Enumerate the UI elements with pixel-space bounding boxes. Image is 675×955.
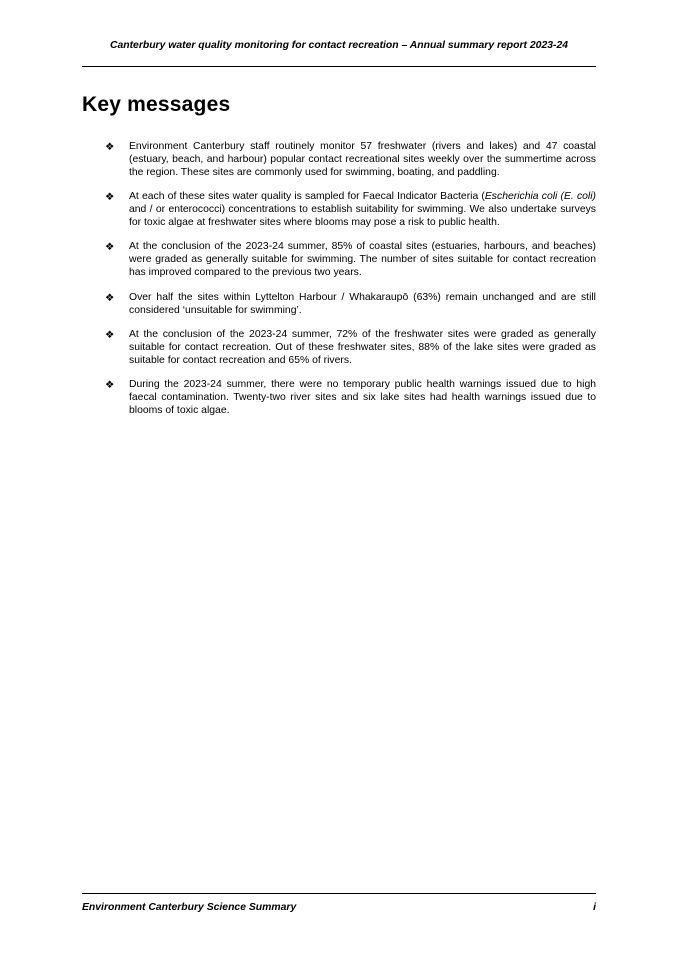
diamond-bullet-icon: ❖ [105, 328, 115, 341]
key-message-text: Over half the sites within Lyttelton Harbour / Whakaraupō (63%) remain unchanged and are still considered ‘unsuitable for swimming’. [129, 291, 596, 316]
diamond-bullet-icon: ❖ [105, 379, 115, 392]
key-messages-list [82, 141, 596, 429]
key-message-text-part: At each of these sites water quality is sampled for Faecal Indicator Bacteria ( [129, 191, 485, 203]
key-message-5 [82, 329, 596, 368]
key-message-text: Environment Canterbury staff routinely monitor 57 freshwater (rivers and lakes) and 47 coastal (estuary, beach, and harbour) popular contact recreational sites weekly over the summertime across the region. These sites are commonly used for swimming, boating, and paddling. [129, 141, 596, 178]
species-name: Escherichia coli (E. coli) [484, 191, 596, 203]
key-message-text [129, 191, 596, 230]
diamond-bullet-icon: ❖ [105, 241, 115, 254]
key-message-3 [82, 241, 596, 280]
page-footer [82, 893, 596, 913]
header-title: Canterbury water quality monitoring for contact recreation – Annual summary report 2023-24 [109, 40, 569, 51]
key-message-text: During the 2023-24 summer, there were no temporary public health warnings issued due to high faecal contamination. Twenty-two river sites and six lake sites had health warnings issued due to blooms of toxic algae. [129, 379, 596, 416]
key-message-1 [82, 141, 596, 180]
key-message-4 [82, 292, 596, 318]
page-number: i [593, 902, 596, 913]
key-message-text-part: and / or enterococci) concentrations to establish suitability for swimming. We also undertake surveys for toxic algae at freshwater sites where blooms may pose a risk to public health. [129, 204, 596, 229]
key-message-6 [82, 379, 596, 418]
section-title: Key messages [82, 93, 231, 116]
diamond-bullet-icon: ❖ [105, 291, 115, 304]
key-message-2 [82, 191, 596, 230]
footer-title: Environment Canterbury Science Summary [82, 902, 297, 913]
diamond-bullet-icon: ❖ [105, 141, 115, 153]
key-message-text: At the conclusion of the 2023-24 summer, 85% of coastal sites (estuaries, harbours, and beaches) were graded as generally suitable for swimming. The number of sites suitable for contact recreation has improved compared to the previous two years. [129, 241, 596, 279]
key-message-text: At the conclusion of the 2023-24 summer, 72% of the freshwater sites were graded as generally suitable for contact recreation. Out of these freshwater sites, 88% of the lake sites were graded as suitable for contact recreation and 65% of rivers. [129, 328, 596, 366]
page-header [82, 38, 596, 67]
diamond-bullet-icon: ❖ [105, 191, 115, 204]
